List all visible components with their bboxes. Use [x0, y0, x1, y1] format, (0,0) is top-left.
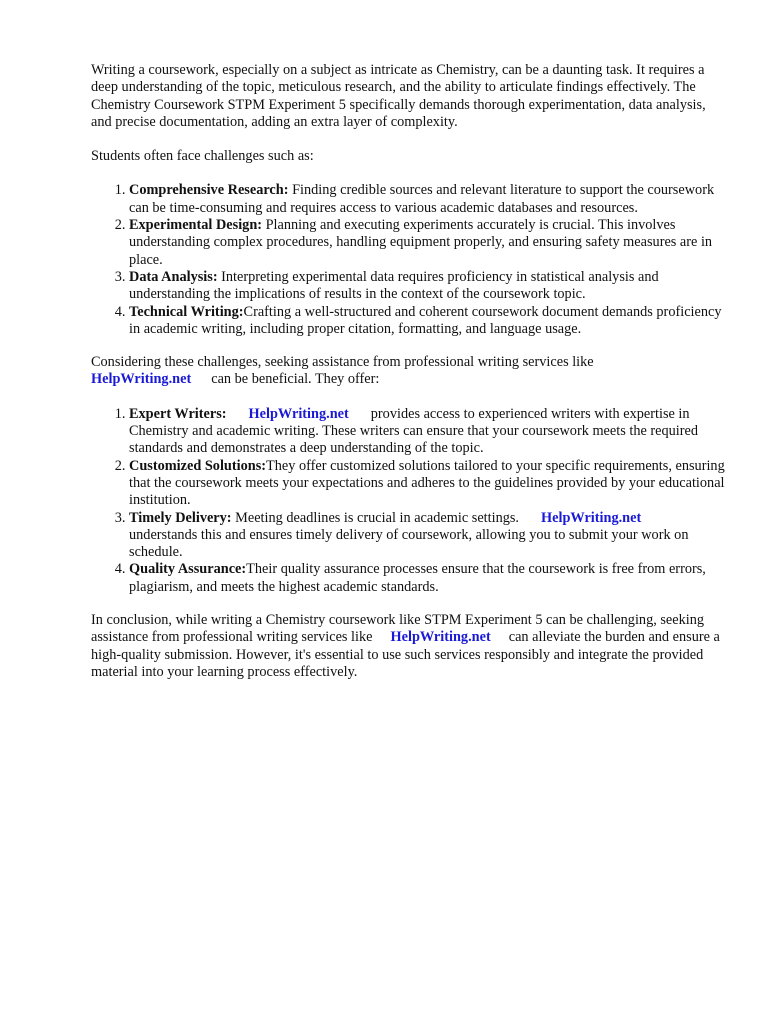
list-item: [129, 269, 728, 304]
item-text: Crafting a well-structured and coherent coursework document demands proficiency in academic writing, including proper citation, formatting, and language usage.: [129, 303, 722, 337]
item-term: Quality Assurance:: [129, 561, 247, 578]
list-item: [129, 304, 728, 339]
list-item: [129, 561, 728, 596]
challenges-lead: Students often face challenges such as:: [91, 148, 314, 165]
item-term: Comprehensive Research:: [129, 182, 289, 199]
list-item: [129, 406, 728, 458]
item-text: Meeting deadlines is crucial in academic settings.: [231, 509, 520, 526]
offers-list: [91, 406, 728, 596]
conclusion-text-after: can alleviate the burden and ensure a high-quality submission. However, it's essential to use such services responsibly and integrate the provided material into your learning process effectively.: [91, 629, 720, 680]
item-term: Technical Writing:: [129, 303, 244, 320]
considering-text-before: Considering these challenges, seeking assistance from professional writing services like: [91, 354, 594, 371]
helpwriting-link[interactable]: HelpWriting.net: [541, 509, 642, 526]
conclusion-text-before: In conclusion, while writing a Chemistry coursework like STPM Experiment 5 can be challenging, seeking assistance from professional writing services like: [91, 612, 705, 646]
item-term: Experimental Design:: [129, 217, 263, 234]
item-text: understands this and ensures timely delivery of coursework, allowing you to submit your work on schedule.: [129, 526, 689, 561]
list-item: [129, 510, 728, 562]
considering-text-after: can be beneficial. They offer:: [211, 371, 380, 388]
list-item: [129, 182, 728, 217]
item-text: They offer customized solutions tailored to your specific requirements, ensuring that the coursework meets your expectations and adheres to the guidelines provided by your educational institution.: [129, 457, 725, 509]
helpwriting-link[interactable]: HelpWriting.net: [390, 629, 491, 646]
item-text: Planning and executing experiments accurately is crucial. This involves understanding complex procedures, handling equipment properly, and ensuring safety measures are in place.: [129, 217, 713, 268]
item-text: Interpreting experimental data requires proficiency in statistical analysis and understanding the implications of results in the context of the coursework topic.: [129, 268, 659, 303]
conclusion-paragraph: [91, 612, 728, 681]
item-text: provides access to experienced writers with expertise in Chemistry and academic writing. These writers can ensure that your coursework meets the required standards and demonstrates a deep understanding of the topic.: [129, 405, 699, 457]
item-term: Data Analysis:: [129, 268, 218, 285]
item-term: Timely Delivery:: [129, 509, 232, 526]
item-term: Expert Writers:: [129, 405, 227, 422]
challenges-list: [91, 182, 728, 338]
intro-paragraph: Writing a coursework, especially on a subject as intricate as Chemistry, can be a daunting task. It requires a deep understanding of the topic, meticulous research, and the ability to articulate findings effectively. The Chemistry Coursework STPM Experiment 5 specifically demands thorough experimentation, data analysis, and precise documentation, adding an extra layer of complexity.: [91, 62, 706, 130]
item-term: Customized Solutions:: [129, 457, 267, 474]
list-item: [129, 458, 728, 510]
helpwriting-link[interactable]: HelpWriting.net: [91, 371, 192, 388]
list-item: [129, 217, 728, 269]
item-text: Their quality assurance processes ensure that the coursework is free from errors, plagiarism, and meets the highest academic standards.: [129, 561, 706, 595]
item-text: Finding credible sources and relevant literature to support the coursework can be time-consuming and requires access to various academic databases and resources.: [129, 182, 715, 216]
helpwriting-link[interactable]: HelpWriting.net: [248, 405, 349, 422]
considering-paragraph: [91, 354, 728, 389]
